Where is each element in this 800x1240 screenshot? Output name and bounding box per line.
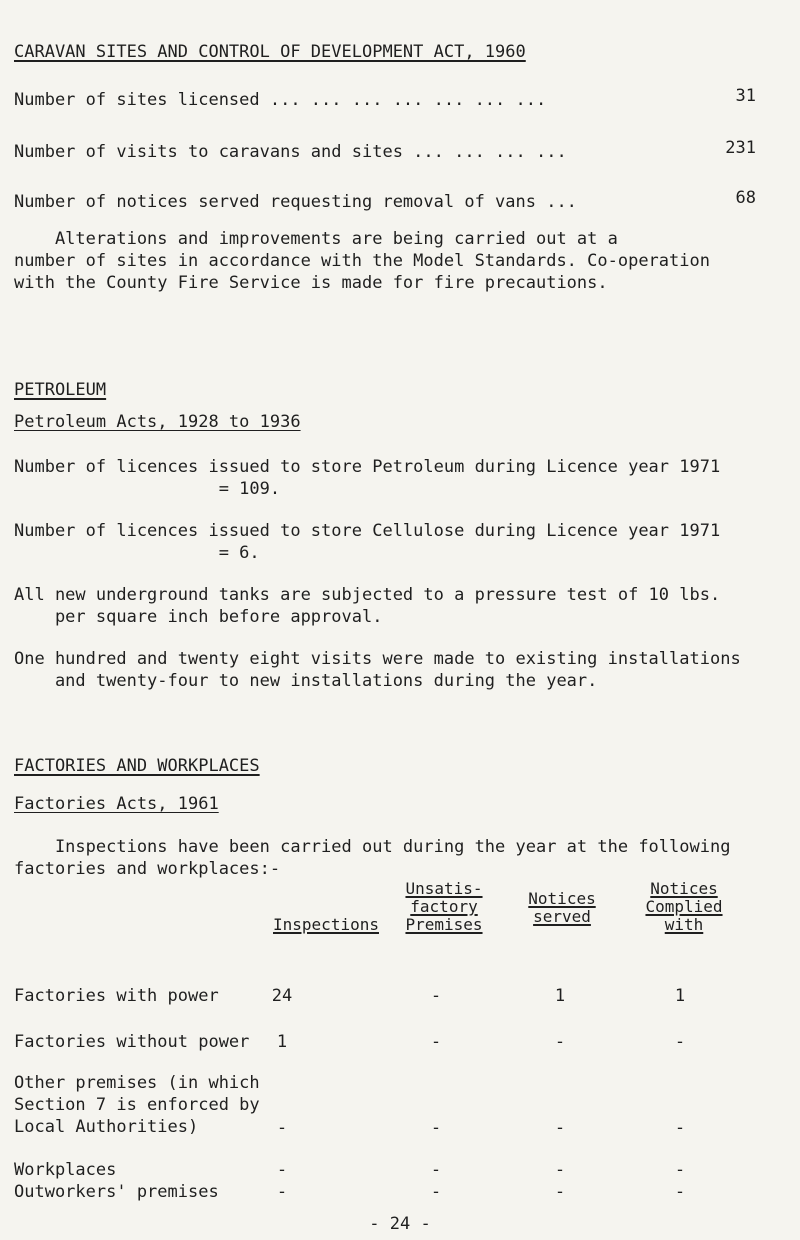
table-cell: 1 [674,986,686,1006]
installations-text: One hundred and twenty eight visits were made to existing installations and twenty-four to new installations during the year. [14,649,741,691]
petroleum-licences-text: Number of licences issued to store Petroleum during Licence year 1971 = 109. [14,457,721,499]
petroleum-heading: PETROLEUM [14,380,107,400]
table-cell: - [674,1032,686,1052]
table-row-label: Workplaces [14,1160,117,1180]
table-cell: - [276,1182,288,1202]
table-cell: - [430,986,442,1006]
column-header-notices-served: Notices served [528,889,596,926]
caravan-row-label: Number of sites licensed ... ... ... ... ... ... ... [14,90,547,110]
column-header-notices-complied: Notices Complied with [645,879,723,934]
caravan-row-value: 231 [725,138,756,158]
caravan-paragraph: Alterations and improvements are being carried out at a number of sites in accordance with the Model Standards. Co-operation with the County Fire Service is made for fire precautions. [14,229,710,293]
table-cell: 1 [276,1032,288,1052]
table-cell: - [674,1182,686,1202]
tanks-text: All new underground tanks are subjected to a pressure test of 10 lbs. per square inch before approval. [14,585,721,627]
table-cell: - [430,1160,442,1180]
factories-subheading: Factories Acts, 1961 [14,794,219,814]
cellulose-licences-text: Number of licences issued to store Cellulose during Licence year 1971 = 6. [14,521,721,563]
table-cell: - [554,1118,566,1138]
factories-intro: Inspections have been carried out during the year at the following factories and workplaces:- [14,837,731,879]
table-cell: 1 [554,986,566,1006]
table-cell: - [430,1032,442,1052]
table-cell: - [674,1160,686,1180]
table-row-label: Factories without power [14,1032,250,1052]
table-row-label: Factories with power [14,986,219,1006]
table-cell: - [674,1118,686,1138]
caravan-heading: CARAVAN SITES AND CONTROL OF DEVELOPMENT ACT, 1960 [14,42,526,62]
table-cell: - [430,1118,442,1138]
table-cell: - [430,1182,442,1202]
table-row-label: Other premises (in which Section 7 is enforced by Local Authorities) [14,1073,260,1137]
column-header-inspections: Inspections [273,915,379,934]
caravan-row-label: Number of visits to caravans and sites ... ... ... ... [14,142,567,162]
caravan-row-value: 31 [735,86,756,106]
table-cell: - [554,1182,566,1202]
column-header-unsatisfactory: Unsatis- factory Premises [405,879,483,934]
factories-heading: FACTORIES AND WORKPLACES [14,756,260,776]
caravan-row-value: 68 [735,188,756,208]
table-cell: - [276,1118,288,1138]
table-cell: 24 [271,986,293,1006]
table-cell: - [554,1032,566,1052]
table-row-label: Outworkers' premises [14,1182,219,1202]
page-number: - 24 - [369,1214,431,1234]
table-cell: - [276,1160,288,1180]
table-cell: - [554,1160,566,1180]
petroleum-subheading: Petroleum Acts, 1928 to 1936 [14,412,301,432]
caravan-row-label: Number of notices served requesting removal of vans ... [14,192,577,212]
